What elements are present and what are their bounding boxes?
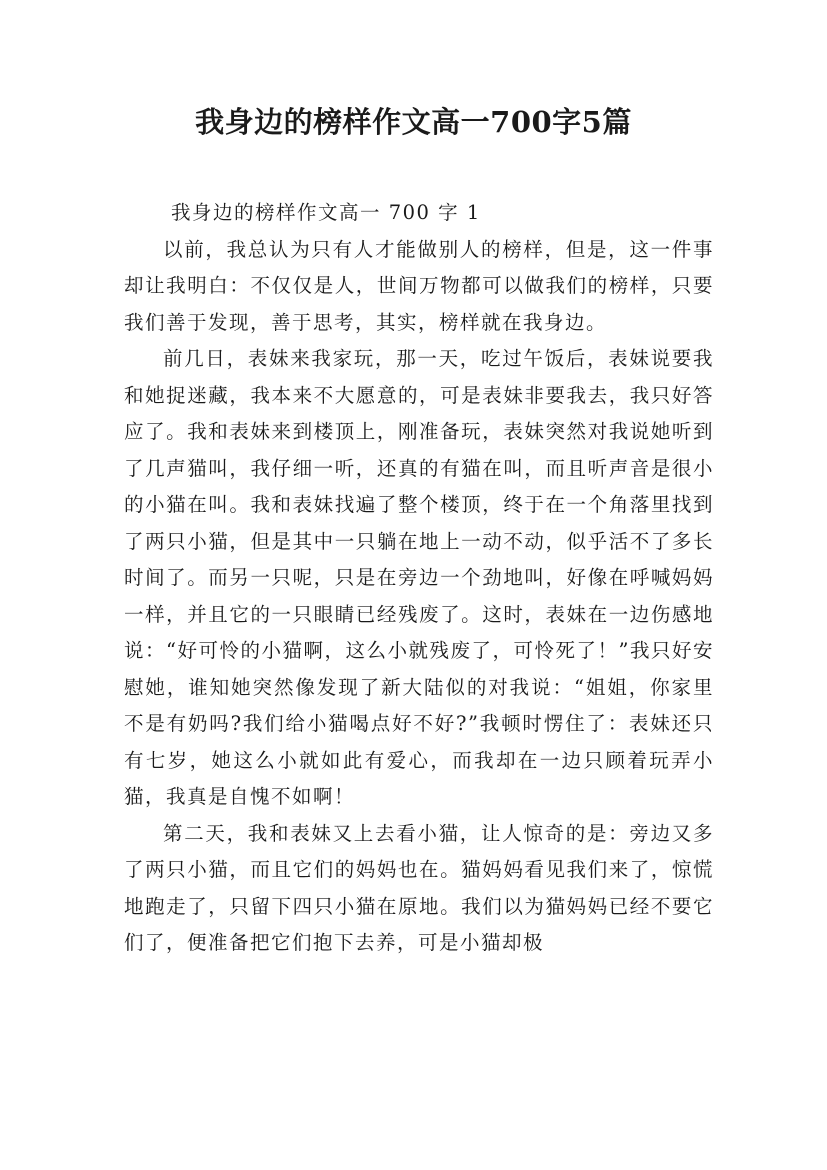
document-title: 我身边的榜样作文高一700字5篇 bbox=[195, 105, 632, 139]
document-body bbox=[124, 195, 714, 962]
section-heading: 我身边的榜样作文高一 700 字 1 bbox=[171, 201, 481, 224]
paragraph: 前几日，表妹来我家玩，那一天，吃过午饭后，表妹说要我和她捉迷藏，我本来不大愿意的，可是表妹非要我去，我只好答应了。我和表妹来到楼顶上，刚准备玩，表妹突然对我说她听到了几声猫叫，我仔细一听，还真的有猫在叫，而且听声音是很小的小猫在叫。我和表妹找遍了整个楼顶，终于在一个角落里找到了两只小猫，但是其中一只躺在地上一动不动，似乎活不了多长时间了。而另一只呢，只是在旁边一个劲地叫，好像在呼喊妈妈一样，并且它的一只眼睛已经残废了。这时，表妹在一边伤感地说：“好可怜的小猫啊，这么小就残废了，可怜死了！”我只好安慰她，谁知她突然像发现了新大陆似的对我说：“姐姐，你家里不是有奶吗?我们给小猫喝点好不好?”我顿时愣住了：表妹还只有七岁，她这么小就如此有爱心，而我却在一边只顾着玩弄小猫，我真是自愧不如啊！ bbox=[124, 347, 714, 808]
paragraph: 第二天，我和表妹又上去看小猫，让人惊奇的是：旁边又多了两只小猫，而且它们的妈妈也在。猫妈妈看见我们来了，惊慌地跑走了，只留下四只小猫在原地。我们以为猫妈妈已经不要它们了，便准备把它们抱下去养，可是小猫却极 bbox=[124, 821, 714, 954]
paragraph: 以前，我总认为只有人才能做别人的榜样，但是，这一件事却让我明白：不仅仅是人，世间万物都可以做我们的榜样，只要我们善于发现，善于思考，其实，榜样就在我身边。 bbox=[124, 237, 714, 334]
